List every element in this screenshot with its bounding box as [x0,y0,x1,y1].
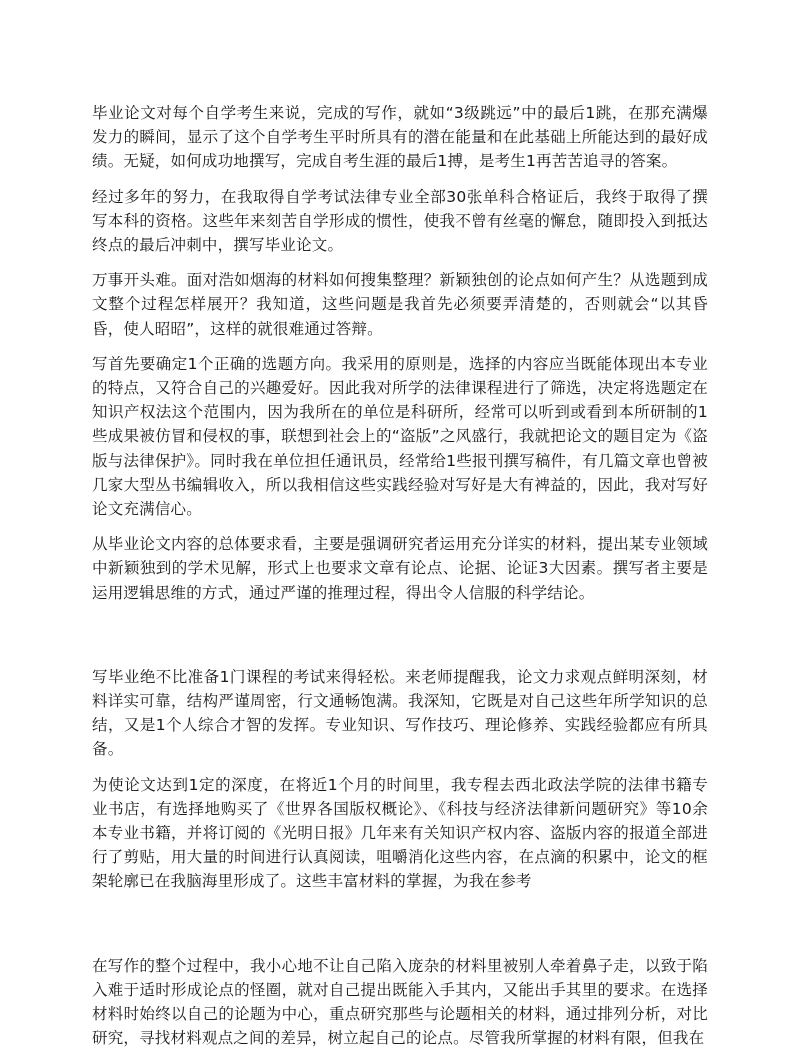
paragraph-research: 为使论文达到1定的深度，在将近1个月的时间里，我专程去西北政法学院的法律书籍专业书店，有选择地购买了《世界各国版权概论》、《科技与经济法律新问题研究》等10余本专业书籍，并将订阅的《光明日报》几年来有关知识产权内容、盗版内容的报道全部进行了剪贴，用大量的时间进行认真阅读，咀嚼消化这些内容，在点滴的积累中，论文的框架轮廓已在我脑海里形成了。这些丰富材料的掌握，为我在参考 [92,775,708,891]
paragraph-preparation: 写毕业绝不比准备1门课程的考试来得轻松。来老师提醒我，论文力求观点鲜明深刻，材料详实可靠，结构严谨周密，行文通畅饱满。我深知，它既是对自己这些年所学知识的总结，又是1个人综合才智的发挥。专业知识、写作技巧、理论修养、实践经验都应有所具备。 [92,667,708,759]
paragraph-topic-selection: 写首先要确定1个正确的选题方向。我采用的原则是，选择的内容应当既能体现出本专业的特点，又符合自己的兴趣爱好。因此我对所学的法律课程进行了筛选，决定将选题定在知识产权法这个范围内，因为我所在的单位是科研所，经常可以听到或看到本所研制的1些成果被仿冒和侵权的事，联想到社会上的“盗版”之风盛行，我就把论文的题目定为《盗版与法律保护》。同时我在单位担任通讯员，经常给1些报刊撰写稿件，有几篇文章也曾被几家大型丛书编辑收入，所以我相信这些实践经验对写好是大有裨益的，因此，我对写好论文充满信心。 [92,354,708,519]
document-body [92,101,708,1051]
paragraph-qualification: 经过多年的努力，在我取得自学考试法律专业全部30张单科合格证后，我终于取得了撰写本科的资格。这些年来刻苦自学形成的惯性，使我不曾有丝毫的懈怠，随即投入到抵达终点的最后冲刺中，撰写毕业论文。 [92,187,708,255]
paragraph-intro: 毕业论文对每个自学考生来说，完成的写作，就如“3级跳远”中的最后1跳，在那充满爆发力的瞬间，显示了这个自学考生平时所具有的潜在能量和在此基础上所能达到的最好成绩。无疑，如何成功地撰写，完成自考生涯的最后1搏，是考生1再苦苦追寻的答案。 [92,104,708,171]
paragraph-beginning: 万事开头难。面对浩如烟海的材料如何搜集整理？新颖独创的论点如何产生？从选题到成文整个过程怎样展开？我知道，这些问题是我首先必须要弄清楚的，否则就会“以其昏昏，使人昭昭”，这样的就很难通过答辩。 [92,271,708,338]
paragraph-writing-process: 在写作的整个过程中，我小心地不让自己陷入庞杂的材料里被别人牵着鼻子走，以致于陷入难于适时形成论点的怪圈，就对自己提出既能入手其内，又能出手其里的要求。在选择材料时始终以自己的论题为中心，重点研究那些与论题相关的材料，通过排列分析，对比研究，寻找材料观点之间的差异，树立起自己的论点。尽管我所掌握的材料有限，但我在 [92,956,708,1048]
paragraph-requirements: 从毕业论文内容的总体要求看，主要是强调研究者运用充分详实的材料，提出某专业领域中新颖独到的学术见解，形式上也要求文章有论点、论据、论证3大因素。撰写者主要是运用逻辑思维的方式，通过严谨的推理过程，得出令人信服的科学结论。 [92,535,708,602]
